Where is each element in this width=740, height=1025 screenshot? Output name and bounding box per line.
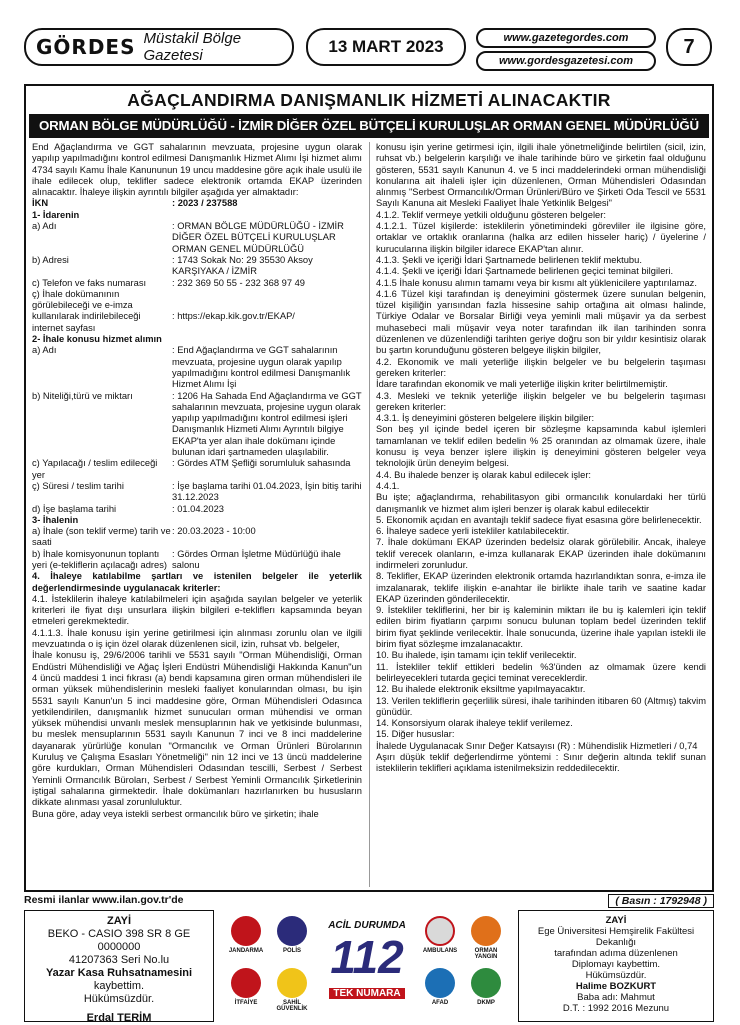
fire-dept-label: İTFAİYE bbox=[234, 1000, 258, 1006]
clause-subject: İhale konusu iş, 29/6/2006 tarihli ve 5531 sayılı "Orman Mühendisliği, Orman Endüstri Mühendisliği ve Ağaç İşleri Endüstri Mühendisliği Hakkında Kanun"un 4 üncü maddesi 1 inci fıkrası (a) bendi kapsamına giren orman mühendisleri ile orman yüksek mühendislerinin mesleki faaliyet konularından olması, bu işin 5531 sayılı Kanun'un 5 inci maddesine göre, Orman Mühendisleri Odasınca yetkilendirilen, danışmanlık hizmet sunucuları orman mühendisi ve orman yüksek mühendisi unvanlı meslek mensuplarının hak ve yetkisinde bulunması, bu meslek mensuplarının 5531 sayılı Kanunun 7 inci ve 8 inci maddelerine dayanarak yürürlüğe konulan "Ormancılık ve Orman Ürünleri Bürolarının Kuruluş ve Çalışma Esasları Yönetmeliği" nin 12 inci ve 13 üncü maddelerine göre kurdukları, Orman Mühendisleri Odasından tescilli, Serbest / Serbest Yeminli Ormancılık Büroları, Serbest / Serbest Yeminli Ormancılık Şirketlerinin iştigal sahalarına girmektedir. İhale dokümanları hazırlanırken bu hususların dikkate alınması yasal zorunluluktur. bbox=[32, 650, 362, 808]
clause-4-1: 4.1. İsteklilerin ihaleye katılabilmeleri için aşağıda sayılan belgeler ve yeterlik kriterleri ile fiyat dışı unsurlara ilişkin bilgileri e-tekliflerı kapsamında beyan etmeleri gerekmektedir. bbox=[32, 593, 362, 627]
police-item bbox=[274, 916, 310, 954]
intro-text: End Ağaçlandırma ve GGT sahalarının mevzuata, projesine uygun olarak yapılıp yapılmadığını kontrol edilmesi Danışmanlık Hizmet Alımı İşi hizmet alımı 4734 sayılı Kamu İhale Kanununun 19 uncu maddesine göre açık ihale usulü ile ihale edilecek olup, teklifler sadece elektronik ortamda EKAP üzerinden alınacaktır. İhaleye ilişkin ayrıntılı bilgiler aşağıda yer almaktadır: bbox=[32, 142, 362, 198]
emergency-bottom-text: TEK NUMARA bbox=[329, 988, 404, 999]
tender-date-label: a) İhale (son teklif verme) tarih ve saati bbox=[32, 526, 171, 548]
doc-url-label: ç) İhale dokümanının görülebileceği ve e-imza kullanılarak indirilebileceği internet sayfası bbox=[32, 288, 141, 333]
clause-4-1-2: 4.1.2. Teklif vermeye yetkili olduğunu gösteren belgeler: bbox=[376, 209, 606, 220]
service-nature-value: : 1206 Ha Sahada End Ağaçlandırma ve GGT sahalarının mevzuata, projesine uygun olarak yapılıp yapılmadığını kontrol edilmesi işleri Danışmanlık Hizmeti Alımı Ayrıntılı bilgiye EKAP'ta yer alan ihale dokümanı içinde bulunan idari şartnameden ulaşılabilir. bbox=[172, 390, 362, 458]
clause-4-1-4: 4.1.4. Şekli ve içeriği İdari Şartnamede belirlenen geçici teminat bilgileri. bbox=[376, 266, 674, 277]
delivery-place-row bbox=[32, 458, 362, 481]
forest-fire-icon bbox=[471, 916, 501, 946]
service-name-row bbox=[32, 345, 362, 390]
duration-label: ç) Süresi / teslim tarihi bbox=[32, 480, 124, 491]
lost-notice-1 bbox=[24, 910, 214, 1022]
section-2-title: 2- İhale konusu hizmet alımın bbox=[32, 334, 162, 345]
ikn-row bbox=[32, 198, 362, 209]
lost-notice-2-line1: Ege Üniversitesi Hemşirelik Fakültesi Dekanlığı bbox=[537, 926, 695, 948]
clause-4-4: 4.4. Bu ihalede benzer iş olarak kabul edilecek işler: bbox=[376, 469, 592, 480]
admin-phone-row bbox=[32, 278, 362, 289]
ambulance-label: AMBULANS bbox=[422, 948, 458, 954]
coast-guard-icon bbox=[277, 968, 307, 998]
admin-name-label: a) Adı bbox=[32, 221, 57, 232]
lost-notice-2-father: Baba adı: Mahmut bbox=[577, 992, 655, 1003]
clause-12: 12. Bu ihalede elektronik eksiltme yapılmayacaktır. bbox=[376, 684, 586, 695]
official-ads-note: Resmi ilanlar www.ilan.gov.tr'de bbox=[24, 894, 184, 906]
clause-15-low-bid: Aşırı düşük teklif değerlendirme yöntemi : Sınır değerin altında teklif sunan isteklilerin teklifleri açıklama istenilmeksizin reddedilecektir. bbox=[376, 752, 706, 774]
lost-notice-1-line3: Yazar Kasa Ruhsatnamesini bbox=[45, 967, 193, 979]
clause-4-4-1-body: Bu işte; ağaçlandırma, rehabilitasyon gibi ormancılık konulardaki her türlü danışmanlık ve hizmet alım işleri benzer iş olarak kabul edilecektir bbox=[376, 492, 706, 514]
dkmp-icon bbox=[471, 968, 501, 998]
lost-notice-2-line2: tarafından adıma düzenlenen bbox=[554, 948, 678, 959]
lost-notice-2-birth: D.T. : 1992 2016 Mezunu bbox=[562, 1003, 670, 1014]
police-icon bbox=[277, 916, 307, 946]
ikn-label: İKN bbox=[32, 198, 49, 209]
coast-guard-item bbox=[274, 968, 310, 1012]
lost-notice-2-line3: Diplomayı kaybettim. bbox=[571, 959, 661, 970]
admin-name-row bbox=[32, 221, 362, 255]
coast-guard-label: SAHİL GÜVENLİK bbox=[276, 1000, 308, 1012]
admin-address-row bbox=[32, 255, 362, 278]
clause-4-3: 4.3. Mesleki ve teknik yeterliğe ilişkin belgeler ve bu belgelerin taşıması gereken kriterler: bbox=[376, 390, 706, 412]
clause-4-4-1: 4.4.1. bbox=[376, 480, 400, 491]
service-name-label: a) Adı bbox=[32, 345, 57, 356]
footer-bar bbox=[24, 894, 714, 908]
tender-ad bbox=[24, 84, 714, 892]
emergency-112-ad bbox=[222, 910, 512, 1022]
lost-notice-1-title: ZAYİ bbox=[106, 915, 132, 927]
emergency-number-block bbox=[318, 920, 416, 1016]
clause-14: 14. Konsorsiyum olarak ihaleye teklif verilemez. bbox=[376, 718, 573, 729]
admin-phone-value: : 232 369 50 55 - 232 368 97 49 bbox=[172, 277, 306, 288]
doc-url-row bbox=[32, 289, 362, 334]
clause-4-1-2-1: 4.1.2.1. Tüzel kişilerde: isteklilerin yönetimindeki görevliler ile ilgisine göre, ortaklar ve ortaklık oranlarına (halka arz edilen hisseler hariç) / üyelerine / kurucularına ilişkin bilgiler idarece EKAP'tan alınır. bbox=[376, 221, 706, 254]
ad-body bbox=[32, 142, 706, 887]
page-number: 7 bbox=[666, 28, 712, 66]
clause-7: 7. İhale dokümanı EKAP üzerinden bedelsiz olarak görülebilir. Ancak, ihaleye teklif verecek olanların, e-imza kullanarak EKAP üzerinden ihale dokümanını indirmeleri zorunludur. bbox=[376, 537, 706, 570]
duration-value: : İşe başlama tarihi 01.04.2023, İşin bitiş tarihi 31.12.2023 bbox=[172, 480, 362, 503]
website-box bbox=[476, 28, 656, 74]
clause-8: 8. Teklifler, EKAP üzerinden elektronik ortamda hazırlandıktan sonra, e-imza ile imzalanarak, teklife ilişkin e-anahtar ile birlikte ihale tarih ve saatine kadar EKAP üzerinden gönderilecektir. bbox=[376, 571, 706, 604]
clause-4-2: 4.2. Ekonomik ve mali yeterliğe ilişkin belgeler ve bu belgelerin taşıması gereken kriterler: bbox=[376, 356, 706, 378]
ambulance-icon bbox=[425, 916, 455, 946]
clause-4-3-1: 4.3.1. İş deneyimini gösteren belgelere ilişkin bilgiler: bbox=[376, 413, 595, 424]
clause-continued: konusu işin yerine getirmesi için, ilgili ihale yönetmeliğinde belirtilen (sicil, izin, ruhsat vb.) belgelerin karşılığı ve ihale tarihinde büro ve şirketin faal olduğunu gösteren, 5531 sayılı Kanunun 4. ve 5 inci maddelerindeki orman mühendisliği konularına ait ihaleli işler için düzenlenen, Orman Mühendisleri Odasından alınmış "Serbest Ormancılık/Orman Ürünleri/Büro ve Şirketi Oda Tescil ve 5531 Sayılı Kanuna ait Mesleki Faaliyet İhale Yetkinlik Belgesi" bbox=[376, 142, 706, 209]
left-column bbox=[32, 142, 362, 887]
ad-subhead: ORMAN BÖLGE MÜDÜRLÜĞÜ - İZMİR DİĞER ÖZEL BÜTÇELİ KURULUŞLAR ORMAN GENEL MÜDÜRLÜĞÜ bbox=[29, 114, 709, 138]
brand-box bbox=[24, 28, 294, 66]
clause-11: 11. İstekliler teklif ettikleri bedelin %3'ünden az olmamak üzere kendi belirleyecekleri tutarda geçici teminat vereceklerdir. bbox=[376, 661, 706, 683]
emergency-number: 112 bbox=[330, 931, 404, 983]
emergency-top-text: ACİL DURUMDA bbox=[328, 920, 406, 931]
clause-4-1-6: 4.1.6 Tüzel kişi tarafından iş deneyimini göstermek üzere sunulan belgenin, tüzel kişiliğin yarısından fazla hissesine sahip ortağına ait olması halinde, Türkiye Odalar ve Borsalar Birliği veya yeminli mali müşavir ya da serbest muhasebeci mali müşavir veya noter tarafından ilk ilan tarihinden sonra düzenlenen ve düzenlendiği tarihten geriye doğru son bir yıldır kesintisiz olarak bu şartın korunduğunu gösteren belgeye ilişkin bilgiler, bbox=[376, 288, 706, 356]
clause-9: 9. İstekliler tekliflerini, her bir iş kaleminin miktarı ile bu iş kalemleri için teklif edilen birim fiyatların çarpımı sonucu bulunan toplam bedel üzerinden teklif birim fiyat şeklinde verilecektir. İhale sonucunda, üzerine ihale yapılan istekli ile birim fiyat sözleşme imzalanacaktır. bbox=[376, 605, 706, 650]
lost-notice-1-line2: 41207363 Seri No.lu bbox=[68, 954, 170, 966]
lost-notice-1-line1: BEKO - CASIO 398 SR 8 GE 0000000 bbox=[47, 928, 191, 953]
right-column bbox=[376, 142, 706, 887]
gendarmerie-label: JANDARMA bbox=[228, 948, 264, 954]
admin-address-label: b) Adresi bbox=[32, 254, 69, 265]
service-nature-row bbox=[32, 391, 362, 459]
section-4-title: 4. İhaleye katılabilme şartları ve istenilen belgeler ile yeterlik değerlendirmesinde uygulanacak kriterler: bbox=[32, 571, 362, 593]
lost-notice-2 bbox=[518, 910, 714, 1022]
dkmp-label: DKMP bbox=[477, 1000, 495, 1006]
forest-fire-label: ORMAN YANGIN bbox=[474, 948, 498, 960]
ambulance-item bbox=[422, 916, 458, 954]
clause-13: 13. Verilen tekliflerin geçerlilik süresi, ihale tarihinden itibaren 60 (Altmış) takvim günüdür. bbox=[376, 695, 706, 717]
press-number: ( Basın : 1792948 ) bbox=[608, 894, 714, 908]
clause-4-2-body: İdare tarafından ekonomik ve mali yeterliğe ilişkin kriter belirtilmemiştir. bbox=[376, 379, 668, 390]
masthead bbox=[24, 26, 714, 74]
tender-date-row bbox=[32, 526, 362, 549]
admin-address-value: : 1743 Sokak No: 29 35530 Aksoy KARŞIYAKA / İZMİR bbox=[172, 254, 313, 277]
admin-name-value: : ORMAN BÖLGE MÜDÜRLÜĞÜ - İZMİR DİĞER ÖZEL BÜTÇELİ KURULUŞLAR ORMAN GENEL MÜDÜRLÜĞÜ bbox=[172, 221, 344, 254]
clause-15-r-value: İhalede Uygulanacak Sınır Değer Katsayısı (R) : Mühendislik Hizmetleri / 0,74 bbox=[376, 740, 698, 751]
website-link-1[interactable]: www.gazetegordes.com bbox=[476, 28, 656, 48]
forest-fire-item bbox=[468, 916, 504, 960]
afad-icon bbox=[425, 968, 455, 998]
website-link-2[interactable]: www.gordesgazetesi.com bbox=[476, 51, 656, 71]
brand-name: GÖRDES bbox=[36, 35, 136, 59]
tender-date-value: : 20.03.2023 - 10:00 bbox=[172, 526, 256, 537]
ikn-value: : 2023 / 237588 bbox=[172, 198, 238, 209]
meeting-place-label: b) İhale komisyonunun toplantı yeri (e-tekliflerin açılacağı adres) bbox=[32, 548, 168, 570]
clause-4-1-3: 4.1.3. Şekli ve içeriği İdari Şartnamede belirlenen teklif mektubu. bbox=[376, 254, 642, 265]
dkmp-item bbox=[468, 968, 504, 1006]
clause-4-3-1-body: Son beş yıl içinde bedel içeren bir sözleşme kapsamında kabul işlemleri tamamlanan ve teklif edilen bedelin % 25 oranından az olmamak üzere, ihale konusu iş veya benzer işlere ilişkin iş deneyimini gösteren belgeler veya teknolojik ürün deneyim belgesi. bbox=[376, 424, 706, 469]
afad-label: AFAD bbox=[431, 1000, 449, 1006]
clause-5: 5. Ekonomik açıdan en avantajlı teklif sadece fiyat esasına göre belirlenecektir. bbox=[376, 514, 702, 525]
duration-row bbox=[32, 481, 362, 504]
lost-notice-2-name: Halime BOZKURT bbox=[575, 981, 657, 992]
service-nature-label: b) Niteliği,türü ve miktarı bbox=[32, 390, 133, 401]
service-name-value: : End Ağaçlandırma ve GGT sahalarının mevzuata, projesine uygun olarak yapılıp yapılmadığını kontrol edilmesi Danışmanlık Hizmet Alımı İşi bbox=[172, 345, 351, 390]
column-divider bbox=[369, 142, 370, 887]
lost-notice-1-line4: kaybettim. bbox=[93, 980, 145, 992]
start-date-value: : 01.04.2023 bbox=[172, 503, 224, 514]
clause-accordingly: Buna göre, aday veya istekli serbest ormancılık büro ve şirketin; ihale bbox=[32, 808, 319, 819]
start-date-row bbox=[32, 504, 362, 515]
ad-headline: AĞAÇLANDIRMA DANIŞMANLIK HİZMETİ ALINACAKTIR bbox=[127, 90, 611, 110]
meeting-place-row bbox=[32, 549, 362, 572]
lost-notice-2-title: ZAYİ bbox=[605, 915, 627, 926]
lost-notice-1-name: Erdal TERİM bbox=[86, 1012, 152, 1024]
section-1-title: 1- İdarenin bbox=[32, 209, 80, 220]
lost-notice-2-line4: Hükümsüzdür. bbox=[585, 970, 647, 981]
meeting-place-value: : Gördes Orman İşletme Müdürlüğü ihale salonu bbox=[172, 548, 341, 570]
clause-15: 15. Diğer hususlar: bbox=[376, 729, 455, 740]
clause-4-1-1-3: 4.1.1.3. İhale konusu işin yerine getirilmesi için alınması zorunlu olan ve ilgili mevzuatında o iş için özel olarak düzenlenen sicil, izin, ruhsat vb. belgeler, bbox=[32, 627, 362, 650]
clause-6: 6. İhaleye sadece yerli istekliler katılabilecektir. bbox=[376, 526, 570, 537]
admin-phone-label: c) Telefon ve faks numarası bbox=[32, 277, 147, 288]
delivery-place-label: c) Yapılacağı / teslim edileceği yer bbox=[32, 458, 158, 480]
afad-item bbox=[422, 968, 458, 1006]
delivery-place-value: : Gördes ATM Şefliği sorumluluk sahasında bbox=[172, 458, 351, 469]
doc-url-value[interactable]: : https://ekap.kik.gov.tr/EKAP/ bbox=[172, 310, 295, 321]
fire-dept-icon bbox=[231, 968, 261, 998]
lost-notice-1-line5: Hükümsüzdür. bbox=[83, 993, 155, 1005]
brand-subtitle: Müstakil Bölge Gazetesi bbox=[143, 30, 242, 64]
gendarmerie-item bbox=[228, 916, 264, 954]
clause-4-1-5: 4.1.5 İhale konusu alımın tamamı veya bir kısmı alt yüklenicilere yaptırılamaz. bbox=[376, 277, 697, 288]
police-label: POLİS bbox=[282, 948, 301, 954]
section-3-title: 3- İhalenin bbox=[32, 514, 79, 525]
issue-date: 13 MART 2023 bbox=[306, 28, 466, 66]
gendarmerie-icon bbox=[231, 916, 261, 946]
start-date-label: d) İşe başlama tarihi bbox=[32, 503, 117, 514]
fire-dept-item bbox=[228, 968, 264, 1006]
clause-10: 10. Bu ihalede, işin tamamı için teklif verilecektir. bbox=[376, 650, 577, 661]
